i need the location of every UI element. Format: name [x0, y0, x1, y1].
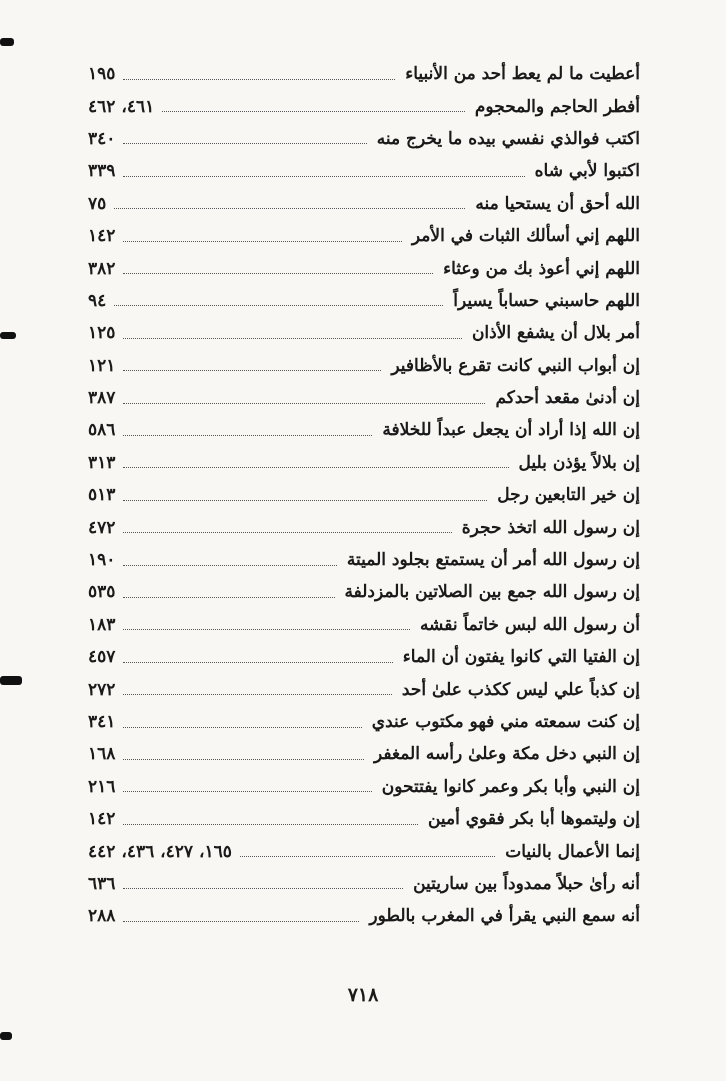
entry-pages: ١٨٣	[88, 614, 116, 635]
index-entry	[88, 382, 640, 414]
entry-text: إنما الأعمال بالنيات	[505, 841, 640, 862]
entry-text: أعطيت ما لم يعط أحد من الأنبياء	[405, 64, 640, 85]
entry-text: أمر بلال أن يشفع الأذان	[471, 323, 640, 344]
entry-pages: ١٩٥	[88, 64, 116, 85]
leader-dots	[123, 403, 485, 404]
leader-dots	[162, 111, 465, 112]
leader-dots	[123, 662, 392, 663]
index-entry	[88, 576, 640, 608]
index-entry	[88, 835, 640, 867]
entry-pages: ٤٧٢	[88, 517, 116, 538]
index-entry	[88, 188, 640, 220]
index-list	[88, 58, 640, 933]
leader-dots	[123, 694, 392, 695]
scan-mark	[0, 1032, 12, 1040]
entry-pages: ١٢١	[88, 355, 116, 376]
leader-dots	[123, 176, 524, 177]
entry-pages: ٩٤	[88, 290, 107, 311]
leader-dots	[240, 856, 495, 857]
entry-pages: ٥٣٥	[88, 582, 116, 603]
entry-pages: ٣٨٢	[88, 258, 116, 279]
leader-dots	[123, 824, 418, 825]
index-entry	[88, 155, 640, 187]
entry-pages: ١٤٢	[88, 226, 116, 247]
entry-pages: ٣٤١	[88, 712, 116, 732]
leader-dots	[123, 759, 364, 760]
entry-pages: ١٩٠	[88, 550, 116, 571]
leader-dots	[123, 921, 359, 922]
leader-dots	[123, 241, 401, 242]
index-entry	[88, 706, 640, 738]
index-entry	[88, 900, 640, 932]
entry-pages: ١٦٨	[88, 744, 116, 765]
index-entry	[88, 673, 640, 705]
entry-pages: ٤٥٧	[88, 647, 116, 668]
index-entry	[88, 544, 640, 576]
leader-dots	[123, 467, 508, 468]
entry-pages: ٢٨٨	[88, 906, 116, 927]
entry-pages: ٥٨٦	[88, 420, 116, 441]
index-entry	[88, 771, 640, 803]
entry-text: أن رسول الله لبس خاتماً نقشه	[419, 614, 640, 635]
entry-text: أفطر الحاجم والمحجوم	[474, 96, 640, 117]
leader-dots	[123, 597, 334, 598]
leader-dots	[123, 79, 395, 80]
index-entry	[88, 252, 640, 284]
entry-pages: ١٢٥	[88, 323, 116, 344]
index-entry	[88, 868, 640, 900]
entry-text: اللهم إني أسألك الثبات في الأمر	[411, 226, 640, 247]
entry-text: أنه سمع النبي يقرأ في المغرب بالطور	[369, 906, 640, 927]
entry-text: أنه رأىٰ حبلاً ممدوداً بين ساريتين	[413, 873, 640, 894]
leader-dots	[114, 208, 465, 209]
entry-pages: ١٦٥، ٤٢٧، ٤٣٦، ٤٤٢	[88, 841, 232, 862]
entry-text: إن وليتموها أبا بكر فقوي أمين	[427, 809, 640, 830]
index-entry	[88, 90, 640, 122]
leader-dots	[123, 532, 451, 533]
entry-text: إن أدنىٰ مقعد أحدكم	[495, 388, 640, 409]
index-entry	[88, 123, 640, 155]
leader-dots	[123, 370, 381, 371]
leader-dots	[123, 565, 336, 566]
entry-pages: ١٤٢	[88, 809, 116, 830]
entry-text: إن الله إذا أراد أن يجعل عبداً للخلافة	[382, 420, 640, 441]
entry-text: اكتبوا لأبي شاه	[534, 161, 640, 182]
entry-pages: ٣١٣	[88, 452, 116, 473]
entry-text: إن رسول الله أمر أن يستمتع بجلود الميتة	[346, 550, 640, 571]
entry-text: إن رسول الله جمع بين الصلاتين بالمزدلفة	[344, 582, 640, 603]
index-entry	[88, 803, 640, 835]
entry-pages: ٣٨٧	[88, 388, 116, 409]
index-entry	[88, 738, 640, 770]
entry-pages: ٢١٦	[88, 776, 116, 797]
index-entry	[88, 609, 640, 641]
index-entry	[88, 220, 640, 252]
leader-dots	[114, 305, 443, 306]
entry-text: اللهم إني أعوذ بك من وعثاء	[443, 258, 640, 279]
index-entry	[88, 285, 640, 317]
entry-text: إن كنت سمعته مني فهو مكتوب عندي	[371, 712, 640, 732]
entry-text: اكتب فوالذي نفسي بيده ما يخرج منه	[376, 128, 640, 149]
index-entry	[88, 641, 640, 673]
entry-pages: ٦٣٦	[88, 873, 116, 894]
entry-pages: ٧٥	[88, 193, 107, 214]
entry-text: إن بلالاً يؤذن بليل	[518, 452, 640, 473]
entry-text: إن رسول الله اتخذ حجرة	[461, 517, 640, 538]
entry-text: إن الفتيا التي كانوا يفتون أن الماء	[402, 647, 640, 668]
index-entry	[88, 317, 640, 349]
entry-pages: ٣٤٠	[88, 128, 116, 149]
leader-dots	[123, 500, 487, 501]
scan-mark	[0, 676, 22, 685]
leader-dots	[123, 435, 372, 436]
entry-pages: ٣٣٩	[88, 161, 116, 182]
entry-text: إن كذباً علي ليس ككذب علىٰ أحد	[401, 679, 640, 700]
leader-dots	[123, 338, 462, 339]
index-entry	[88, 58, 640, 90]
entry-text: إن أبواب النبي كانت تقرع بالأظافير	[391, 355, 640, 376]
index-entry	[88, 350, 640, 382]
page-number: ٧١٨	[347, 984, 379, 1006]
leader-dots	[123, 888, 403, 889]
entry-text: الله أحق أن يستحيا منه	[475, 193, 640, 214]
index-entry	[88, 479, 640, 511]
leader-dots	[123, 273, 433, 274]
scan-mark	[0, 332, 16, 339]
entry-text: اللهم حاسبني حساباً يسيراً	[453, 290, 640, 311]
entry-pages: ٢٧٢	[88, 679, 116, 700]
index-entry	[88, 414, 640, 446]
leader-dots	[123, 791, 371, 792]
entry-text: إن النبي دخل مكة وعلىٰ رأسه المغفر	[374, 744, 640, 765]
leader-dots	[123, 143, 366, 144]
entry-pages: ٤٦١، ٤٦٢	[88, 96, 155, 117]
leader-dots	[123, 629, 410, 630]
entry-text: إن خير التابعين رجل	[497, 485, 640, 506]
index-entry	[88, 511, 640, 543]
entry-text: إن النبي وأبا بكر وعمر كانوا يفتتحون	[381, 776, 640, 797]
leader-dots	[123, 727, 361, 728]
entry-pages: ٥١٣	[88, 485, 116, 506]
index-entry	[88, 447, 640, 479]
scan-mark	[0, 38, 14, 46]
